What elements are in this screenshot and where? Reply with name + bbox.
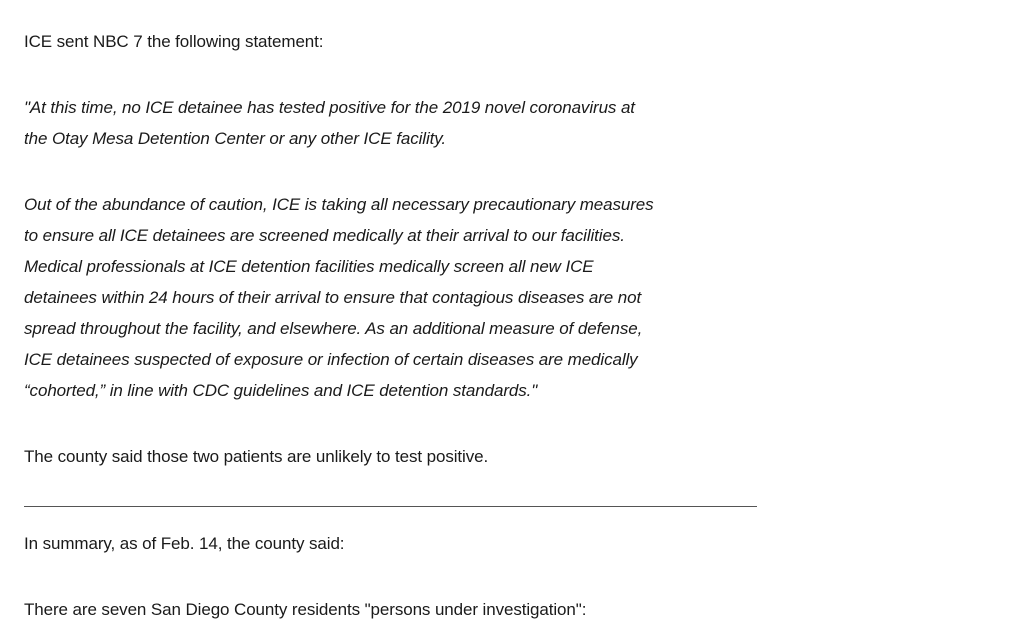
paragraph-gap — [24, 559, 764, 594]
ice-statement-quote-1 — [24, 92, 764, 154]
quote-line: the Otay Mesa Detention Center or any other ICE facility. — [24, 129, 447, 148]
article-body — [24, 26, 764, 625]
quote-line: “cohorted,” in line with CDC guidelines and ICE detention standards." — [24, 381, 538, 400]
quote-line: spread throughout the facility, and elsewhere. As an additional measure of defense, — [24, 319, 643, 338]
quote-line: detainees within 24 hours of their arrival to ensure that contagious diseases are not — [24, 288, 642, 307]
summary-intro-paragraph: In summary, as of Feb. 14, the county said: — [24, 534, 345, 553]
quote-line: "At this time, no ICE detainee has tested positive for the 2019 novel coronavirus at — [24, 98, 635, 117]
paragraph-gap — [24, 154, 764, 189]
ice-statement-quote-2 — [24, 189, 764, 406]
intro-paragraph: ICE sent NBC 7 the following statement: — [24, 32, 324, 51]
quote-line: Out of the abundance of caution, ICE is taking all necessary precautionary measures — [24, 195, 654, 214]
quote-line: ICE detainees suspected of exposure or infection of certain diseases are medically — [24, 350, 638, 369]
quote-line: to ensure all ICE detainees are screened medically at their arrival to our facilities. — [24, 226, 625, 245]
residents-paragraph: There are seven San Diego County residents "persons under investigation": — [24, 600, 587, 619]
divider-gap — [24, 507, 764, 528]
paragraph-gap — [24, 406, 764, 441]
paragraph-gap — [24, 57, 764, 92]
divider-gap — [24, 472, 764, 506]
county-statement-paragraph: The county said those two patients are unlikely to test positive. — [24, 447, 489, 466]
quote-line: Medical professionals at ICE detention facilities medically screen all new ICE — [24, 257, 594, 276]
